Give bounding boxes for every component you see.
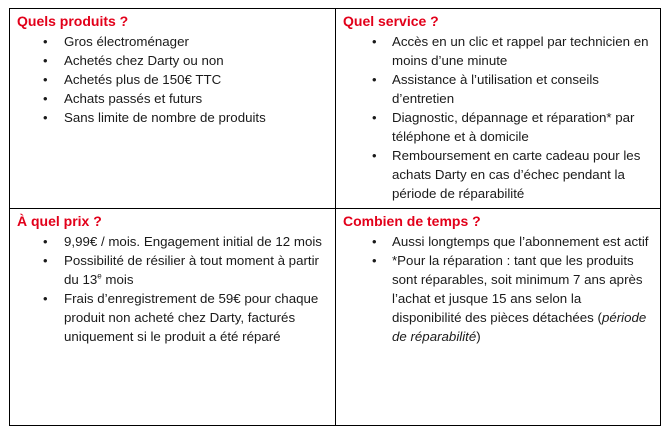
list-item: • Achetés chez Darty ou non (17, 51, 327, 70)
duration-list (343, 232, 652, 346)
list-item: • Achats passés et futurs (17, 89, 327, 108)
price-heading: À quel prix ? (17, 213, 102, 229)
service-cell (336, 9, 660, 208)
list-item-text: mois (101, 272, 134, 287)
italic-text: période de réparabilité (392, 310, 647, 344)
price-cell (10, 209, 335, 425)
duration-cell (336, 209, 660, 425)
list-item (17, 251, 327, 289)
list-item: • Assistance à l’utilisation et conseils d’entretien (343, 70, 652, 108)
list-item: • Accès en un clic et rappel par technicien en moins d’une minute (343, 32, 652, 70)
price-list (17, 232, 327, 346)
list-item-text: *Pour la réparation : tant que les produits sont réparables, soit minimum 7 ans après l’achat et jusque 15 ans selon la disponibilité des pièces détachées ( (392, 253, 643, 325)
list-item (343, 251, 652, 346)
list-item: • Sans limite de nombre de produits (17, 108, 327, 127)
info-table (9, 8, 661, 426)
list-item: • 9,99€ / mois. Engagement initial de 12 mois (17, 232, 327, 251)
list-item: • Diagnostic, dépannage et réparation* par téléphone et à domicile (343, 108, 652, 146)
service-list (343, 32, 652, 203)
superscript: e (97, 271, 102, 281)
list-item: • Frais d’enregistrement de 59€ pour chaque produit non acheté chez Darty, facturés uniquement si le produit a été réparé (17, 289, 327, 346)
list-item: • Achetés plus de 150€ TTC (17, 70, 327, 89)
products-cell (10, 9, 335, 208)
products-list (17, 32, 327, 127)
products-heading: Quels produits ? (17, 13, 129, 29)
list-item-text: Possibilité de résilier à tout moment à partir du 13 (64, 253, 319, 287)
list-item: • Gros électroménager (17, 32, 327, 51)
list-item-text: ) (476, 329, 481, 344)
list-item: • Aussi longtemps que l’abonnement est actif (343, 232, 652, 251)
list-item: • Remboursement en carte cadeau pour les achats Darty en cas d’échec pendant la période de réparabilité (343, 146, 652, 203)
service-heading: Quel service ? (343, 13, 439, 29)
duration-heading: Combien de temps ? (343, 213, 481, 229)
